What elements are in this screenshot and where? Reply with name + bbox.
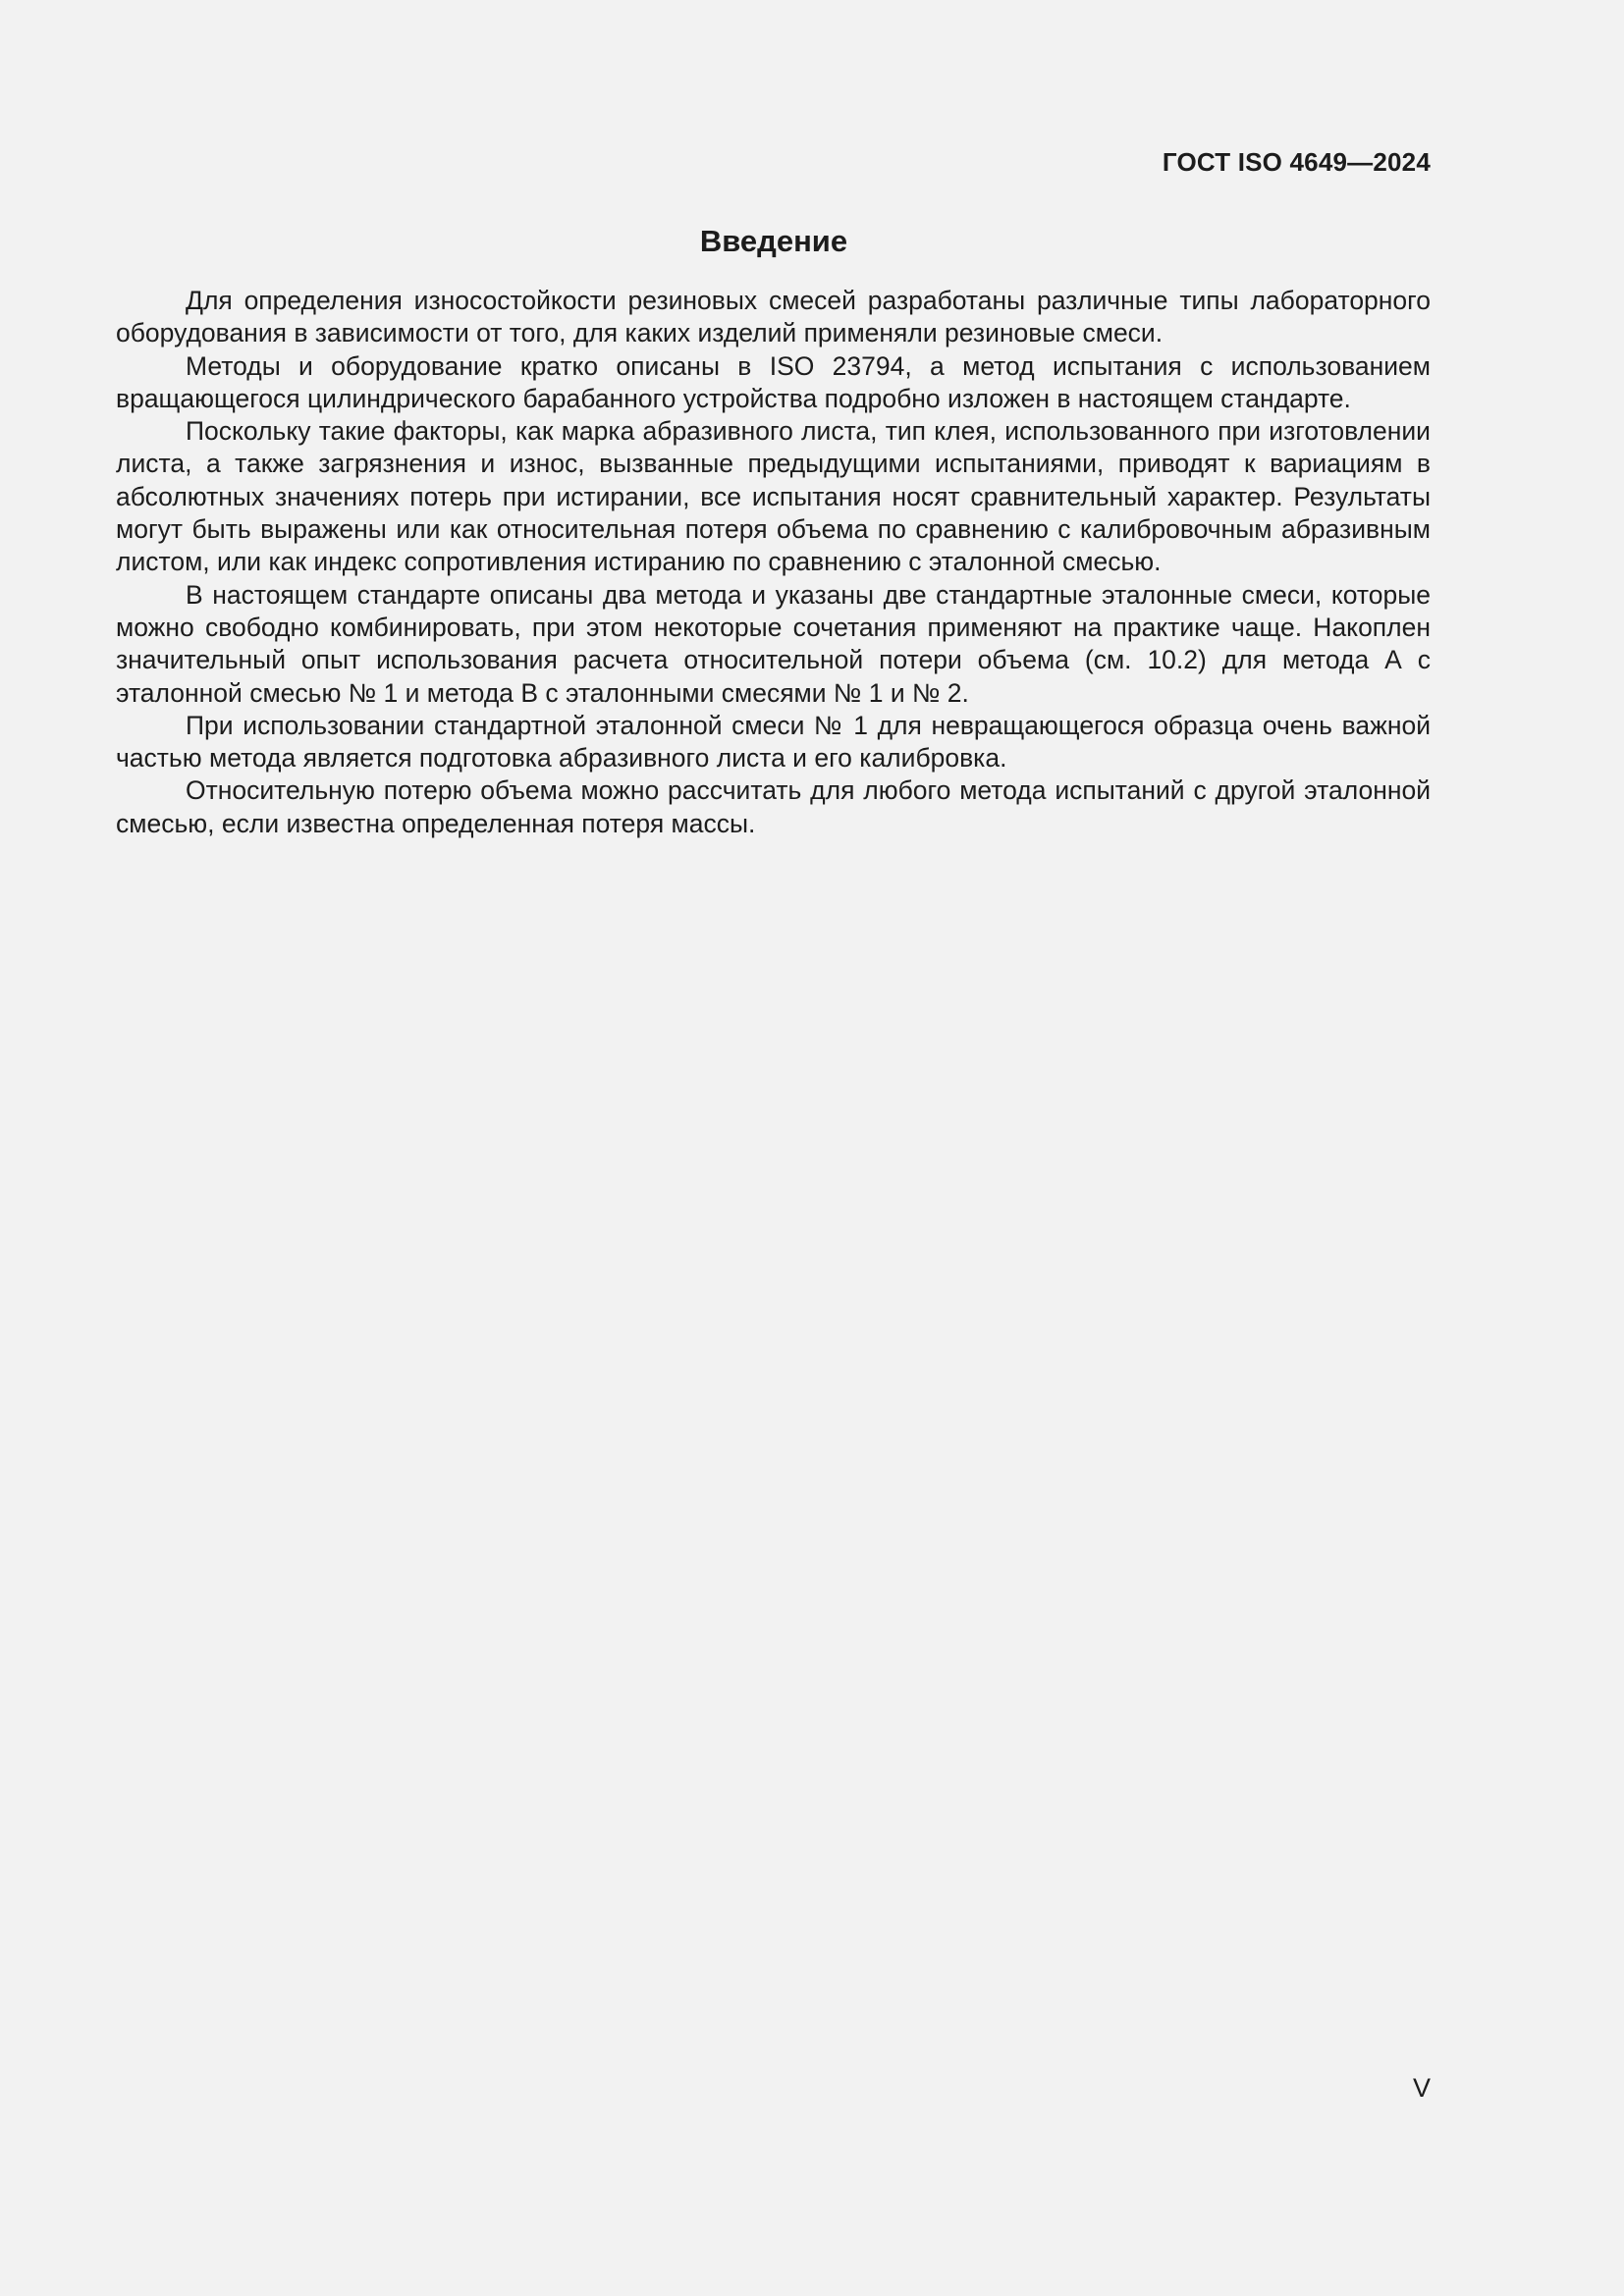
section-title: Введение <box>699 224 848 258</box>
paragraph: Относительную потерю объема можно рассчитать для любого метода испытаний с другой эталонной смесью, если известна определенная потеря массы. <box>116 775 1431 838</box>
paragraph: При использовании стандартной эталонной смеси № 1 для невращающегося образца очень важной частью метода является подготовка абразивного листа и его калибровка. <box>116 710 1431 774</box>
document-identifier: ГОСТ ISO 4649—2024 <box>1162 147 1431 177</box>
section-body <box>116 285 1431 840</box>
paragraph: Для определения износостойкости резиновых смесей разработаны различные типы лабораторного оборудования в зависимости от того, для каких изделий применяли резиновые смеси. <box>116 286 1431 348</box>
paragraph: В настоящем стандарте описаны два метода и указаны две стандартные эталонные смеси, которые можно свободно комбинировать, при этом некоторые сочетания применяют на практике чаще. Накоплен значительный опыт использования расчета относительной потери объема (см. 10.2) для метода А с эталонной смесью № 1 и метода В с эталонными смесями № 1 и № 2. <box>116 579 1431 708</box>
page-number: V <box>1412 2073 1431 2103</box>
paragraph: Методы и оборудование кратко описаны в ISO 23794, а метод испытания с использованием вращающегося цилиндрического барабанного устройства подробно изложен в настоящем стандарте. <box>116 350 1431 413</box>
paragraph: Поскольку такие факторы, как марка абразивного листа, тип клея, использованного при изготовлении листа, а также загрязнения и износ, вызванные предыдущими испытаниями, приводят к вариациям в абсолютных значениях потерь при истирании, все испытания носят сравнительный характер. Результаты могут быть выражены или как относительная потеря объема по сравнению с калибровочным абразивным листом, или как индекс сопротивления истиранию по сравнению с эталонной смесью. <box>116 416 1431 577</box>
